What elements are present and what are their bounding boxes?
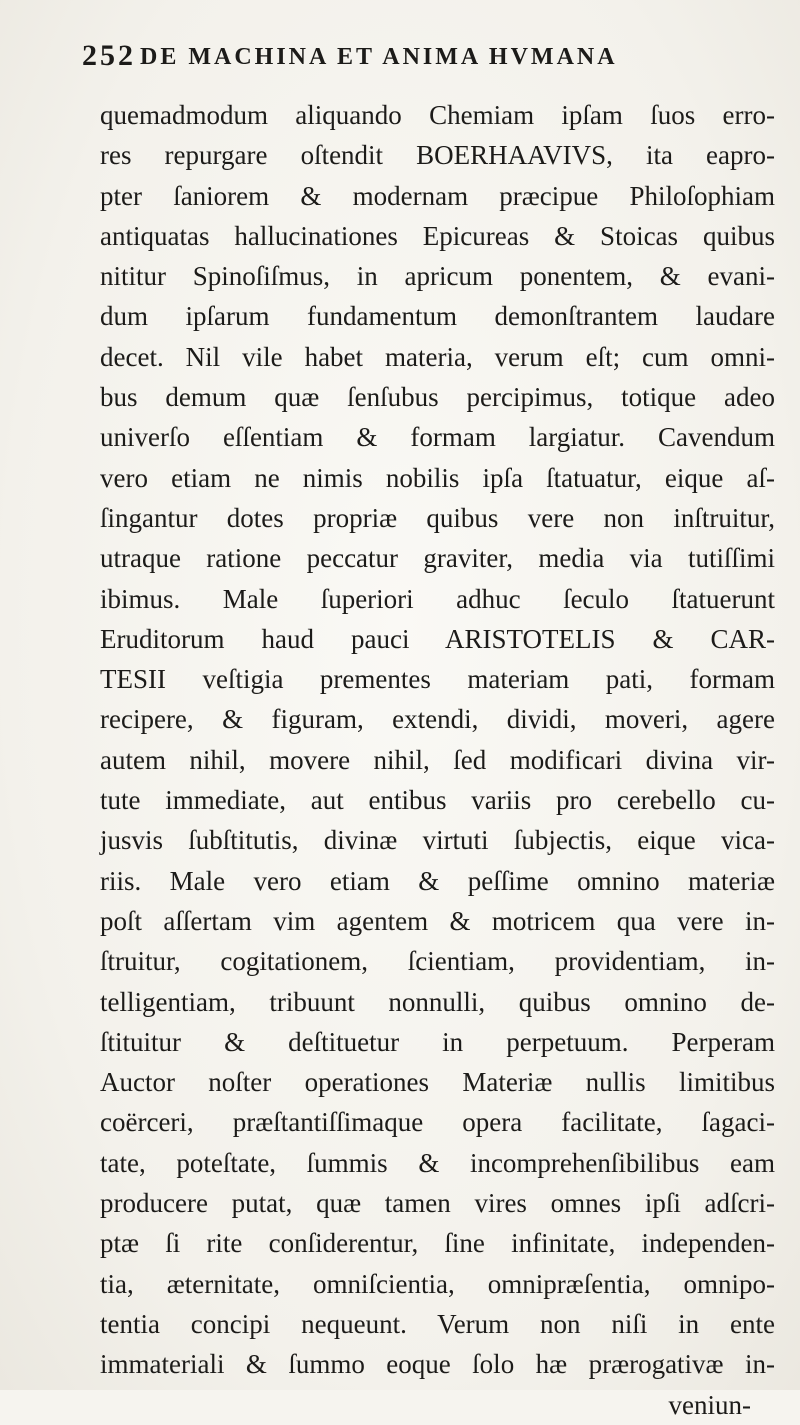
text-line: Auctor noſter operationes Materiæ nullis limitibus xyxy=(100,1067,775,1098)
text-line: tute immediate, aut entibus variis pro cerebello cu- xyxy=(100,785,775,816)
text-line: autem nihil, movere nihil, ſed modificari divina vir- xyxy=(100,744,775,775)
text-line: utraque ratione peccatur graviter, media via tutiſſimi xyxy=(100,543,775,574)
text-line: quemadmodum aliquando Chemiam ipſam ſuos erro- xyxy=(100,100,775,130)
text-line: tentia concipi nequeunt. Verum non niſi in ente xyxy=(100,1308,775,1339)
text-line: decet. Nil vile habet materia, verum eſt; cum omni- xyxy=(100,341,775,372)
text-line: antiquatas hallucinationes Epicureas & Stoicas quibus xyxy=(100,220,775,251)
text-line: recipere, & figuram, extendi, dividi, moveri, agere xyxy=(100,704,775,735)
text-line: vero etiam ne nimis nobilis ipſa ſtatuatur, eique aſ- xyxy=(100,462,775,493)
text-line: tia, æternitate, omniſcientia, omnipræſentia, omnipo- xyxy=(100,1268,775,1299)
text-line: ptæ ſi rite conſiderentur, ſine infinitate, independen- xyxy=(100,1228,775,1259)
running-head xyxy=(82,38,722,78)
text-line: res repurgare oſtendit BOERHAAVIVS, ita eapro- xyxy=(100,140,775,171)
text-line: ibimus. Male ſuperiori adhuc ſeculo ſtatuerunt xyxy=(100,583,775,614)
text-line: dum ipſarum fundamentum demonſtrantem laudare xyxy=(100,301,775,332)
text-line: producere putat, quæ tamen vires omnes ipſi adſcri- xyxy=(100,1188,775,1219)
text-line: immateriali & ſummo eoque ſolo hæ prærogativæ in- xyxy=(100,1349,775,1380)
catchword: veniun- xyxy=(668,1389,751,1420)
text-line: univerſo eſſentiam & formam largiatur. Cavendum xyxy=(100,422,775,453)
text-line: ſingantur dotes propriæ quibus vere non inſtruitur, xyxy=(100,502,775,533)
body-text xyxy=(100,95,775,1425)
text-line: poſt aſſertam vim agentem & motricem qua vere in- xyxy=(100,905,775,936)
text-line: pter ſaniorem & modernam præcipue Philoſophiam xyxy=(100,180,775,211)
text-line: riis. Male vero etiam & peſſime omnino materiæ xyxy=(100,865,775,896)
text-line: nititur Spinoſiſmus, in apricum ponentem, & evani- xyxy=(100,261,775,292)
text-line: ſtituitur & deſtituetur in perpetuum. Perperam xyxy=(100,1026,775,1057)
text-line: tate, poteſtate, ſummis & incomprehenſibilibus eam xyxy=(100,1147,775,1178)
text-line: Eruditorum haud pauci ARISTOTELIS & CAR- xyxy=(100,623,775,654)
text-line: ſtruitur, cogitationem, ſcientiam, providentiam, in- xyxy=(100,946,775,977)
text-line: TESII veſtigia prementes materiam pati, formam xyxy=(100,664,775,695)
page-number: 252 xyxy=(82,39,136,72)
text-line: coërceri, præſtantiſſimaque opera facilitate, ſagaci- xyxy=(100,1107,775,1138)
text-line: jusvis ſubſtitutis, divinæ virtuti ſubjectis, eique vica- xyxy=(100,825,775,856)
running-title: DE MACHINA ET ANIMA HVMANA xyxy=(140,44,618,70)
text-line: telligentiam, tribuunt nonnulli, quibus omnino de- xyxy=(100,986,775,1017)
text-line: bus demum quæ ſenſubus percipimus, totique adeo xyxy=(100,382,775,413)
